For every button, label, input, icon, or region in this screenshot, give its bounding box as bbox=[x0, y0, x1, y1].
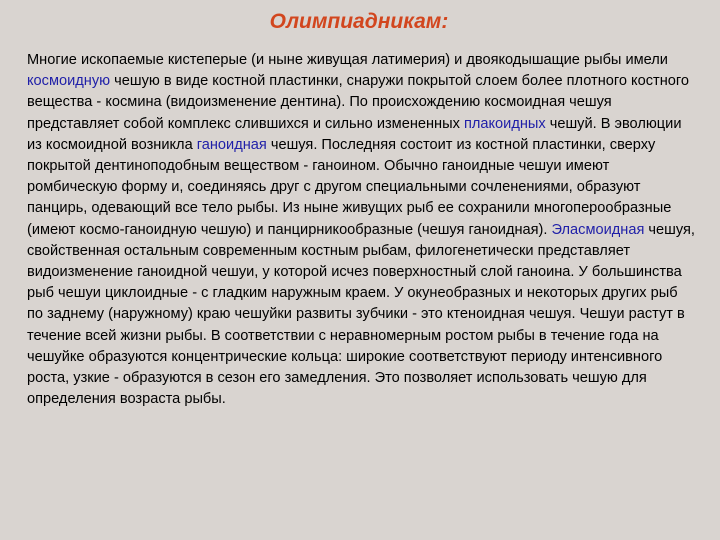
term-elasmoid: Эласмоидная bbox=[551, 221, 645, 238]
body-paragraph bbox=[27, 50, 697, 410]
text-segment: Многие ископаемые кистеперые (и ныне живущая латимерия) и двоякодышащие рыбы имели bbox=[27, 52, 668, 68]
slide-title: Олимпиадникам: bbox=[269, 10, 449, 33]
text-segment: чешую в виде костной пластинки, снаружи покрытой слоем более плотного костного вещества - космина (видоизменение дентина). По происхождению космоидная чешуя представляет собой комплекс слившихся и сильно измененных bbox=[27, 73, 689, 132]
text-segment: чешуя, свойственная остальным современным костным рыбам, филогенетически представляет видоизменение ганоидной чешуи, у которой исчез поверхностный слой ганоина. У большинства рыб чешуи циклоидные - с гладким наружным краем. У окунеобразных и некоторых других рыб по заднему (наружному) краю чешуйки развиты зубчики - это ктеноидная чешуя. Чешуи растут в течение всей жизни рыбы. В соответствии с неравномерным ростом рыбы в течение года на чешуйке образуются концентрические кольца: широкие соответствуют периоду интенсивного роста, узкие - образуются в сезон его замедления. Это позволяет использовать чешую для определения возраста рыбы. bbox=[27, 221, 695, 408]
text-segment: чешуй. В эволюции из космоидной возникла bbox=[27, 115, 682, 153]
term-placoid: плакоидных bbox=[463, 115, 546, 132]
term-ganoid: ганоидная bbox=[196, 136, 267, 153]
term-cosmoid: космоидную bbox=[27, 73, 111, 90]
text-segment: чешуя. Последняя состоит из костной пластинки, сверху покрытой дентиноподобным веществом - ганоином. Обычно ганоидные чешуи имеют ромбическую форму и, соединяясь друг с другом специальными сочленениями, образуют панцирь, одевающий все тело рыбы. Из ныне живущих рыб ее сохранили многоперообразные (имеют космо-ганоидную чешую) и панцирникообразные (чешуя ганоидная). bbox=[27, 136, 672, 238]
